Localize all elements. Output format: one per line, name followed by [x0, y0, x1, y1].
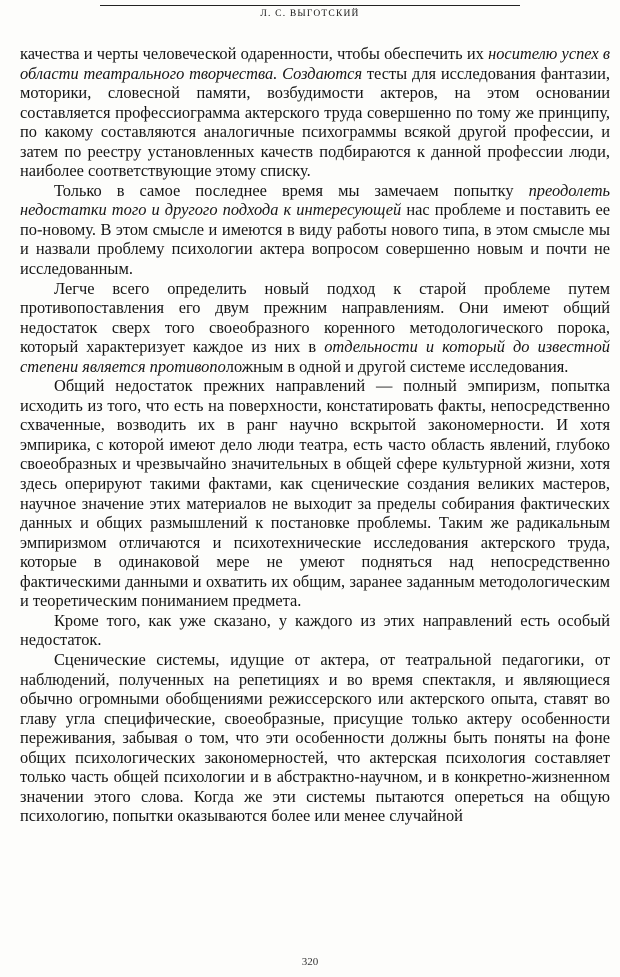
body-text	[20, 44, 610, 826]
text-run: нас проблеме и поставить ее по-новому. В этом смысле и имеются в виду работы нового типа, в этом смысле мы и назвали проблему психологии актера вопросом совершенно новым и почти не исследованным.	[20, 200, 610, 279]
text-run: Сценические системы, идущие от актера, от театральной педагогики, от наблюдений, полученных на репетициях и во время спектакля, и являющиеся обычно огромными обобщениями режиссерского или актерского опыта, ставят во главу угла специфические, своеобразные, присущие только актеру особенности переживания, забывая о том, что эти особенности должны быть поняты на фоне общих психологических закономерностей, что актерская психология составляет только часть общей психологии и в абстрактно-научном, и в конкретно-жизненном значении этого слова. Когда же эти системы пытаются опереться на общую психологию, попытки оказываются более или менее случайной	[20, 649, 610, 826]
paragraph	[20, 44, 610, 181]
text-run-italic: отдельности и который до известной степени является противопо	[20, 337, 610, 376]
text-run: Общий недостаток прежних направлений — полный эмпиризм, попытка исходить из того, что есть на поверхности, констатировать факты, непосредственно схваченные, возводить их в ранг научно вскрытой закономерности. И хотя эмпирика, с которой имеют дело люди театра, есть часто область явлений, глубоко своеобразных и чрезвычайно значительных в общей сфере культурной жизни, хотя здесь оперируют такими фактами, как сценические создания великих мастеров, научное значение этих материалов не выходит за пределы собирания фактических данных и общих размышлений к постановке проблемы. Таким же радикальным эмпиризмом отличаются и психотехнические исследования актерского труда, которые в одинаковой мере не умеют подняться над непосредственно фактическими данными и охватить их общим, заранее заданным методологическим и теоретическим пониманием предмета.	[20, 376, 610, 611]
paragraph	[20, 279, 610, 377]
running-head: Л. С. ВЫГОТСКИЙ	[260, 9, 360, 19]
text-run: Легче всего определить новый подход к старой проблеме путем противопоставления его двум прежним направлениям. Они имеют общий недостаток сверх того своеобразного коренного методологического порока, который характеризует каждое из них в	[20, 278, 610, 357]
paragraph	[20, 650, 610, 826]
text-run-italic: преодолеть недостатки того и другого подхода к интересующей	[20, 180, 610, 220]
text-run: тесты для исследования фантазии, моторики, словесной памяти, возбудимости актеров, на этом основании составляется профессиограмма актерского труда совершенно по тому же принципу, по какому составляются аналогичные психограммы всякой другой профессии, и затем по реестру установленных качеств подбираются к данной профессии люди, наиболее соответствующие этому списку.	[20, 63, 611, 181]
text-run: Кроме того, как уже сказано, у каждого из этих направлений есть особый недостаток.	[20, 610, 610, 650]
paragraph	[20, 611, 610, 650]
text-run: ложным в одной и другой системе исследования.	[225, 356, 569, 376]
text-run: Только в самое последнее время мы замечаем попытку	[54, 180, 529, 200]
paragraph	[20, 181, 610, 279]
page-number: 320	[301, 956, 319, 968]
text-run: качества и черты человеческой одаренности, чтобы обеспечить их	[20, 44, 489, 63]
header-rule	[100, 5, 520, 6]
text-run-italic: носителю успех в области театрального творчества. Создаются	[20, 44, 610, 83]
paragraph	[20, 376, 610, 611]
